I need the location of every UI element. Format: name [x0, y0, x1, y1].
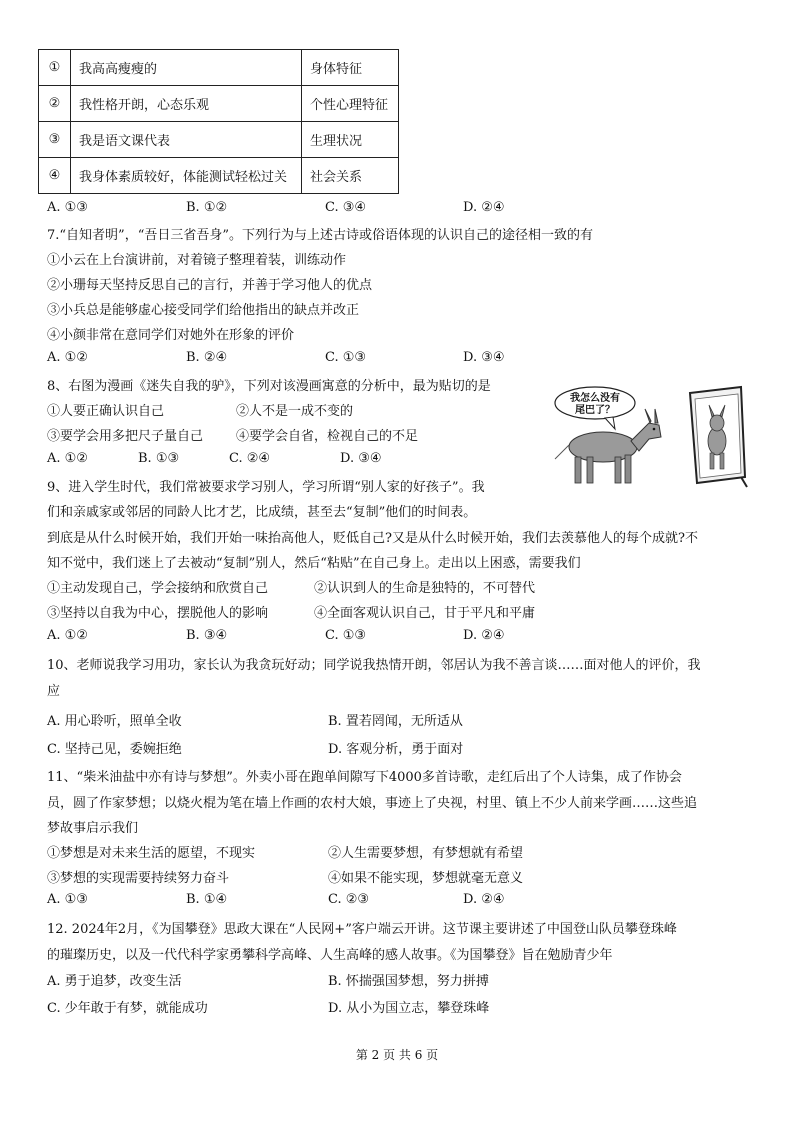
q12-option-a: A. 勇于追梦，改变生活	[47, 974, 182, 989]
row-number: ②	[39, 86, 71, 122]
table-row	[39, 122, 399, 158]
q9-option-c: C. ①③	[325, 628, 367, 643]
mirror-frame	[690, 387, 747, 487]
q9-option-a: A. ①②	[47, 628, 88, 643]
table-row	[39, 86, 399, 122]
q8-stem: 8、右图为漫画《迷失自我的驴》，下列对该漫画寓意的分析中，最为贴切的是	[47, 379, 491, 394]
q6-option-d: D. ②④	[463, 200, 505, 215]
bubble-line-2: 尾巴了？	[575, 405, 615, 416]
q6-option-a: A. ①③	[47, 200, 88, 215]
q6-option-b: B. ①②	[186, 200, 228, 215]
q7-option-d: D. ③④	[463, 350, 505, 365]
table-row	[39, 158, 399, 194]
q11-statement-1: ①梦想是对未来生活的愿望，不现实	[47, 846, 256, 861]
table-row	[39, 50, 399, 86]
q6-option-c: C. ③④	[325, 200, 367, 215]
q11-line-3: 梦故事启示我们	[47, 821, 139, 836]
q7-option-a: A. ①②	[47, 350, 88, 365]
q8-option-b: B. ①③	[138, 451, 180, 466]
q11-statement-4: ④如果不能实现，梦想就毫无意义	[328, 871, 524, 886]
q10-option-b: B. 置若罔闻，无所适从	[328, 714, 463, 729]
q9-line-1: 9、进入学生时代，我们常被要求学习别人，学习所谓“别人家的好孩子”。我	[47, 480, 485, 495]
q8-statement-3: ③要学会用多把尺子量自己	[47, 429, 204, 444]
q7-statement-4: ④小颜非常在意同学们对她外在形象的评价	[47, 328, 295, 343]
q8-option-a: A. ①②	[47, 451, 88, 466]
row-category: 个性心理特征	[302, 86, 399, 122]
q12-option-c: C. 少年敢于有梦，就能成功	[47, 1001, 208, 1016]
row-description: 我性格开朗，心态乐观	[71, 86, 302, 122]
q11-option-d: D. ②④	[463, 892, 505, 907]
page-number-footer: 第 2 页 共 6 页	[355, 1048, 439, 1062]
q7-statement-1: ①小云在上台演讲前，对着镜子整理着装，训练动作	[47, 253, 347, 268]
q8-statement-4: ④要学会自省，检视自己的不足	[236, 429, 419, 444]
q10-line-1: 10、老师说我学习用功，家长认为我贪玩好动；同学说我热情开朗，邻居认为我不善言谈……面对他人的评价，我	[47, 658, 701, 673]
q8-statement-1: ①人要正确认识自己	[47, 404, 165, 419]
q7-stem: 7.“自知者明”，“吾日三省吾身”。下列行为与上述古诗或俗语体现的认识自己的途径相一致的有	[47, 228, 593, 243]
classification-table	[38, 49, 399, 194]
q7-statement-2: ②小珊每天坚持反思自己的言行，并善于学习他人的优点	[47, 278, 373, 293]
q9-line-2: 们和亲戚家或邻居的同龄人比才艺，比成绩，甚至去“复制”他们的时间表。	[47, 505, 477, 520]
q7-statement-3: ③小兵总是能够虚心接受同学们给他指出的缺点并改正	[47, 303, 360, 318]
q7-option-b: B. ②④	[186, 350, 228, 365]
q9-option-b: B. ③④	[186, 628, 228, 643]
q12-option-d: D. 从小为国立志，攀登珠峰	[328, 1001, 490, 1016]
q9-line-3: 到底是从什么时候开始，我们开始一味抬高他人，贬低自己?又是从什么时候开始，我们去羡慕他人的每个成就?不	[47, 531, 698, 546]
q9-statement-4: ④全面客观认识自己，甘于平凡和平庸	[314, 606, 536, 621]
q12-line-2: 的璀璨历史，以及一代代科学家勇攀科学高峰、人生高峰的感人故事。《为国攀登》旨在勉励青少年	[47, 948, 613, 963]
q9-statement-3: ③坚持以自我为中心，摆脱他人的影响	[47, 606, 269, 621]
q11-statement-3: ③梦想的实现需要持续努力奋斗	[47, 871, 230, 886]
q11-statement-2: ②人生需要梦想，有梦想就有希望	[328, 846, 524, 861]
bubble-line-1: 我怎么没有	[570, 393, 620, 404]
q9-statement-1: ①主动发现自己，学会接纳和欣赏自己	[47, 581, 269, 596]
q11-line-2: 员，圆了作家梦想；以烧火棍为笔在墙上作画的农村大娘，事迹上了央视，村里、镇上不少人前来学画……这些追	[47, 796, 698, 811]
q10-option-a: A. 用心聆听，照单全收	[47, 714, 182, 729]
q7-option-c: C. ①③	[325, 350, 367, 365]
q9-line-4: 知不觉中，我们迷上了去被动“复制”别人，然后“粘贴”在自己身上。走出以上困惑，需要我们	[47, 556, 581, 571]
q9-option-d: D. ②④	[463, 628, 505, 643]
donkey-cartoon-illustration	[545, 385, 749, 489]
row-description: 我身体素质较好，体能测试轻松过关	[71, 158, 302, 194]
row-category: 社会关系	[302, 158, 399, 194]
q11-option-b: B. ①④	[186, 892, 228, 907]
q12-option-b: B. 怀揣强国梦想，努力拼搏	[328, 974, 489, 989]
q8-option-d: D. ③④	[340, 451, 382, 466]
row-description: 我是语文课代表	[71, 122, 302, 158]
q11-option-c: C. ②③	[328, 892, 370, 907]
donkey-mirror-cartoon	[545, 385, 749, 489]
q12-line-1: 12. 2024年2月，《为国攀登》思政大课在“人民网+”客户端云开讲。这节课主要讲述了中国登山队员攀登珠峰	[47, 922, 677, 937]
q11-line-1: 11、“柴米油盐中亦有诗与梦想”。外卖小哥在跑单间隙写下4000多首诗歌，走红后出了个人诗集，成了作协会	[47, 770, 682, 785]
q10-option-d: D. 客观分析，勇于面对	[328, 742, 464, 757]
q10-line-2: 应	[47, 684, 61, 699]
q10-option-c: C. 坚持己见，委婉拒绝	[47, 742, 182, 757]
row-category: 身体特征	[302, 50, 399, 86]
q8-statement-2: ②人不是一成不变的	[236, 404, 354, 419]
q9-statement-2: ②认识到人的生命是独特的，不可替代	[314, 581, 536, 596]
row-category: 生理状况	[302, 122, 399, 158]
row-number: ③	[39, 122, 71, 158]
q8-option-c: C. ②④	[229, 451, 271, 466]
row-number: ④	[39, 158, 71, 194]
row-number: ①	[39, 50, 71, 86]
q11-option-a: A. ①③	[47, 892, 88, 907]
row-description: 我高高瘦瘦的	[71, 50, 302, 86]
